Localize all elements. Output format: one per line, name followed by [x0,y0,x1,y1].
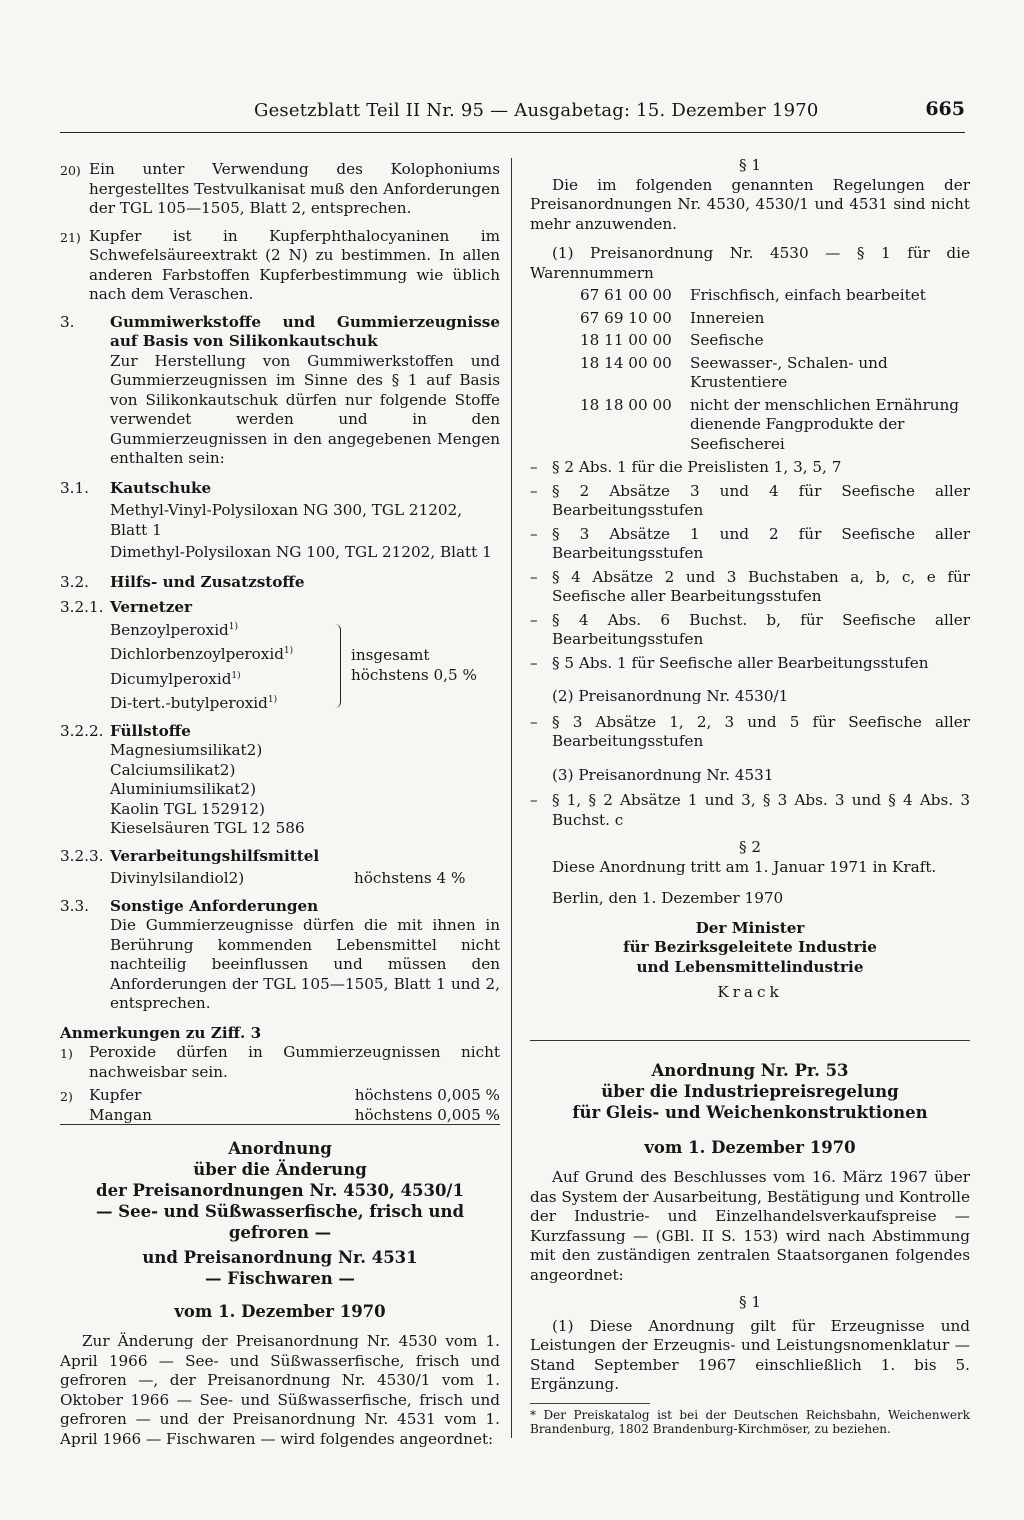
paragraph-2-heading: § 2 [738,838,762,856]
list-item: Dichlorbenzoylperoxid$^{1)}$ [110,645,294,664]
list-item: – § 4 Absätze 2 und 3 Buchstaben a, b, c, e für Seefische aller Bearbeitungsstufen [530,567,970,605]
anordnung-title: Anordnung Nr. Pr. 53 [651,1061,849,1080]
signature-block: Der Minister für Bezirksgeleitete Industrie und Lebensmittelindustrie Krack [530,919,970,1003]
section-3: 3. Gummiwerkstoffe und Gummierzeugnisse auf Basis von Silikonkautschuk Zur Herstellung von Gummiwerkstoffen und Gummierzeugnissen im Sinne des § 1 auf Basis von Silikonkautschuk dürfen nur folgende Stoffe verwendet werden und in den Gummierzeugnissen in den angegebenen Mengen enthalten sein: [60,312,500,467]
anordnung-fisch: Anordnung über die Änderung der Preisanordnungen Nr. 4530, 4530/1 — See- und Süßwasserfische, frisch und gefroren — und Preisanordnung Nr. 4531 — Fischwaren — vom 1. Dezember 1970 Zur Änderung der Preisanordnung Nr. 4530 vom 1. April 1966 — See- und Süßwasserfische, frisch und gefroren —, der Preisanordnung Nr. 4530/1 vom 1. Oktober 1966 — See- und Süßwasserfische, frisch und gefroren — und der Preisanordnung Nr. 4531 vom 1. April 1966 — Fischwaren — wird folgendes angeordnet: [60,1139,500,1448]
list-item: – § 1, § 2 Absätze 1 und 3, § 3 Abs. 3 und § 4 Abs. 3 Buchst. c [530,791,970,829]
right-column: § 1 Die im folgenden genannten Regelungen der Preisanordnungen Nr. 4530, 4530/1 und 4531 sind nicht mehr anzuwenden. (1) Preisanordnung Nr. 4530 — § 1 für die Warennummern 67 61 00 00 Frischfisch, einfach bearbeitet 67 69 10 00 Innereien 18 11 00 00 Seefische 18 14 00 00 Seewasser-, Schalen- und Krustentiere 18 18 00 00 nicht der menschlichen Ernährung dienende Fangprodukte der Seefischerei – § 2 Abs. 1 für die Preislisten 1, 3, 5, 7 – § 2 Absätze 3 und 4 für Seefische aller Bearbeitungsstufen – § 3 Absätze 1 und 2 für Seefische aller Bearbeitungsstufen – § 4 Absätze 2 und 3 Buchstaben a, b, c, e für Seefische aller Bearbeitungsstufen – § 4 Abs. 6 Buchst. b, für Seefische aller Bearbeitungsstufen – § 5 Abs. 1 für Seefische aller Bearbeitungsstufen (2) Preisanordnung Nr. 4530/1 – § 3 Absätze 1, 2, 3 und 5 für Seefische aller Bearbeitungsstufen (3) Preisanordnung Nr. 4531 – § 1, § 2 Absätze 1 und 3, § 3 Abs. 3 und § 4 Abs. 3 Buchst. c § 2 Diese Anordnung tritt am 1. Januar 1971 in Kraft. Berlin, den 1. Dezember 1970 Der Minister für Bezirksgeleitete Industrie und Lebensmittelindustrie Krack [530,156,970,1001]
list-item: Aluminiumsilikat2) [110,780,257,799]
column-divider [511,158,512,1438]
list-item: 67 69 10 00 Innereien [580,308,765,327]
section-3-2-3: 3.2.3. Verarbeitungshilfsmittel Divinylsilandiol2) höchstens 4 % [60,846,466,888]
anordnung-title: Anordnung [228,1139,332,1158]
list-item: – § 4 Abs. 6 Buchst. b, für Seefische aller Bearbeitungsstufen [530,610,970,648]
page-header [60,96,965,133]
header-title: Gesetzblatt Teil II Nr. 95 — Ausgabetag: 15. Dezember 1970 [254,100,819,121]
place-date: Berlin, den 1. Dezember 1970 [552,889,784,907]
list-item: Kaolin TGL 152912) [110,799,265,818]
list-item: – § 5 Abs. 1 für Seefische aller Bearbeitungsstufen [530,653,929,672]
section-3-2-1: 3.2.1. Vernetzer [60,598,193,616]
dash-list-1 [530,458,970,673]
list-item: – § 3 Absätze 1, 2, 3 und 5 für Seefische aller Bearbeitungsstufen [530,712,970,750]
left-column [60,160,500,1125]
list-item: – § 3 Absätze 1 und 2 für Seefische aller Bearbeitungsstufen [530,524,970,562]
page-number: 665 [925,98,965,120]
footnote-star: * Der Preiskatalog ist bei der Deutschen Reichsbahn, Weichenwerk Brandenburg, 1802 Brandenburg-Kirchmöser, zu beziehen. [530,1407,970,1436]
list-item: Dicumylperoxid$^{1)}$ [110,669,241,688]
list-item: 18 14 00 00 Seewasser-, Schalen- und Krustentiere [580,353,888,391]
section-3-title: Gummiwerkstoffe und Gummierzeugnisse auf Basis von Silikonkautschuk [110,312,500,350]
list-item: Magnesiumsilikat2) [110,741,263,760]
list-item: Di-tert.-butylperoxid$^{1)}$ [110,694,278,713]
anordnung-date: vom 1. Dezember 1970 [644,1138,856,1157]
anordnung-text: Zur Änderung der Preisanordnung Nr. 4530 vom 1. April 1966 — See- und Süßwasserfische, frisch und gefroren —, der Preisanordnung Nr. 4530/1 vom 1. Oktober 1966 — See- und Süßwasserfische, frisch und gefroren — und der Preisanordnung Nr. 4531 vom 1. April 1966 — Fischwaren — wird folgendes angeordnet: [60,1332,500,1448]
list-item: Benzoylperoxid$^{1)}$ [110,620,239,639]
crosslinker-list: Benzoylperoxid$^{1)}$ Dichlorbenzoylperoxid$^{1)}$ Dicumylperoxid$^{1)}$ Di-tert.-butylperoxid$^{1)}$ insgesamt höchstens 0,5 % [110,618,500,714]
section-3-2: 3.2. Hilfs- und Zusatzstoffe [60,572,305,591]
divider-right [530,1040,970,1041]
list-item: Kieselsäuren TGL 12 586 [110,819,305,838]
list-item: 67 61 00 00 Frischfisch, einfach bearbeitet [580,286,926,304]
anordnung-gleis: Anordnung Nr. Pr. 53 über die Industriepreisregelung für Gleis- und Weichenkonstruktionen vom 1. Dezember 1970 Auf Grund des Beschlusses vom 16. März 1967 über das System der Ausarbeitung, Bestätigung und Kontrolle der Industrie- und Einzelhandelsverkaufspreise — Kurzfassung — (GBl. II S. 153) wird nach Abstimmung mit den zuständigen zentralen Staatsorganen folgendes angeordnet: § 1 (1) Diese Anordnung gilt für Erzeugnisse und Leistungen der Erzeugnis- und Leistungsnomenklatur — Stand September 1967 einschließlich 1. bis 5. Ergänzung. * Der Preiskatalog ist bei der Deutschen Reichsbahn, Weichenwerk Brandenburg, 1802 Brandenburg-Kirchmöser, zu beziehen. [530,1061,970,1436]
item-number-list [530,286,970,454]
paragraph-1-heading: § 1 [738,156,762,174]
section-3-1: 3.1. Kautschuke Methyl-Vinyl-Polysiloxan NG 300, TGL 21202, Blatt 1 Dimethyl-Polysiloxan NG 100, TGL 21202, Blatt 1 [60,478,492,561]
divider-left [60,1124,500,1125]
list-item: – § 2 Absätze 3 und 4 für Seefische aller Bearbeitungsstufen [530,481,970,519]
signer-name: Krack [717,983,783,1001]
annotations: Anmerkungen zu Ziff. 3 1) Peroxide dürfen in Gummierzeugnissen nicht nachweisbar sein. 2) Kupfer höchstens 0,005 % Mangan höchstens 0,005 % [60,1023,500,1124]
brace [330,624,341,708]
section-3-text: Zur Herstellung von Gummiwerkstoffen und Gummierzeugnissen im Sinne des § 1 auf Basis von Silikonkautschuk dürfen nur folgende Stoffe verwendet werden und in den Gummierzeugnissen in den angegebenen Mengen enthalten sein: [110,351,500,467]
list-item: – § 2 Abs. 1 für die Preislisten 1, 3, 5, 7 [530,458,842,476]
section-3-2-2: 3.2.2. Füllstoffe Magnesiumsilikat2) Calciumsilikat2) Aluminiumsilikat2) Kaolin TGL 152912) Kieselsäuren TGL 12 586 [60,722,500,839]
section-3-3: 3.3. Sonstige Anforderungen Die Gummierzeugnisse dürfen die mit ihnen in Berührung kommenden Lebensmittel nicht nachteilig beeinflussen und müssen den Anforderungen der TGL 105—1505, Blatt 1 und 2, entsprechen. [60,896,500,1013]
list-item: 18 18 00 00 nicht der menschlichen Ernährung dienende Fangprodukte der Seefischerei [580,395,960,453]
anordnung-date: vom 1. Dezember 1970 [174,1302,386,1321]
list-item: 18 11 00 00 Seefische [580,331,764,349]
footnote-20: 20) Ein unter Verwendung des Kolophoniums hergestelltes Testvulkanisat muß den Anforderungen der TGL 105—1505, Blatt 2, entsprechen. [60,160,500,217]
footnote-21: 21) Kupfer ist in Kupferphthalocyaninen im Schwefelsäureextrakt (2 N) zu bestimmen. In allen anderen Farbstoffen Kupferbestimmung wie üblich nach dem Veraschen. [60,226,500,303]
list-item: Calciumsilikat2) [110,760,236,779]
